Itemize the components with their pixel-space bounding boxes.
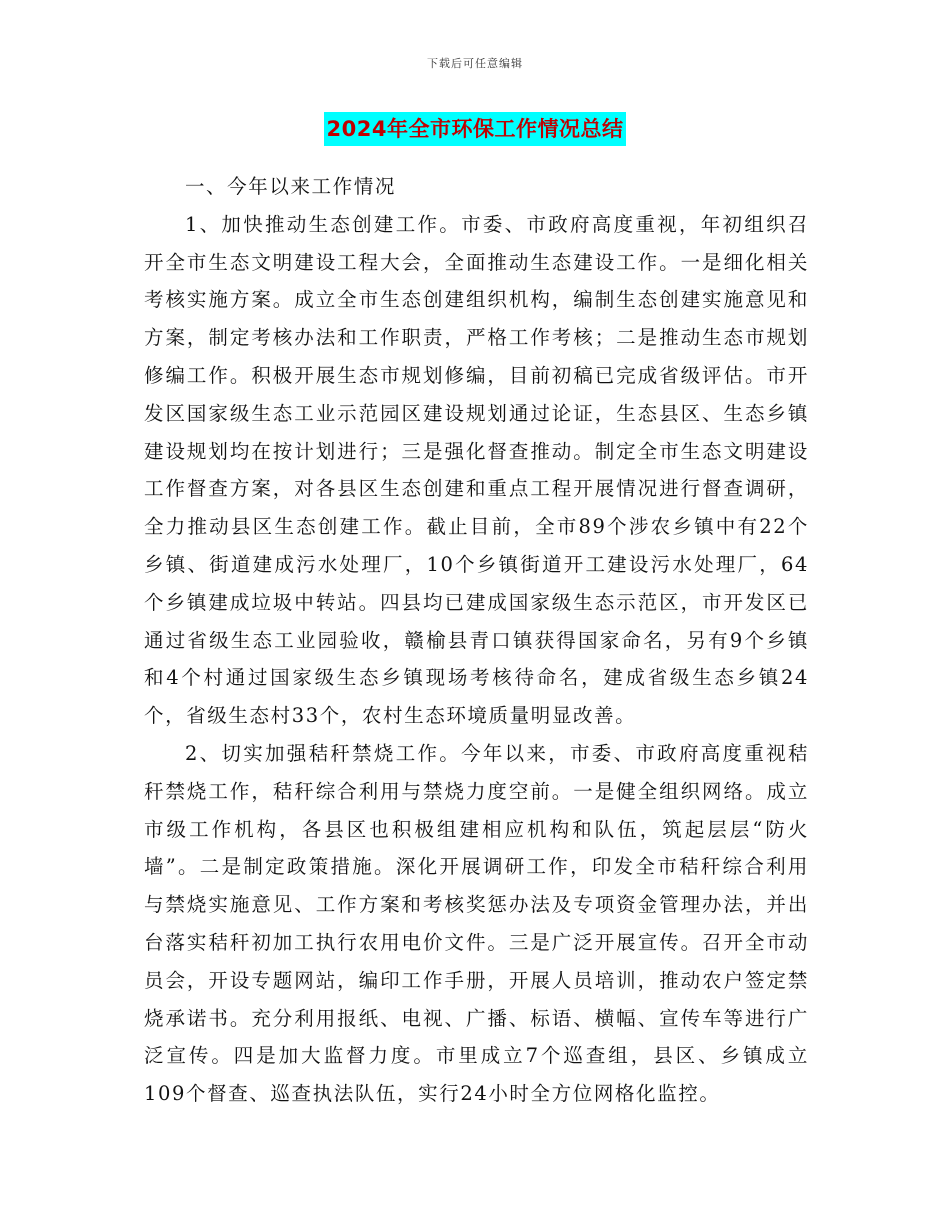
paragraph-ecology: 1、加快推动生态创建工作。市委、市政府高度重视，年初组织召开全市生态文明建设工程大会，全面推动生态建设工作。一是细化相关考核实施方案。成立全市生态创建组织机构，编制生态创建实施意见和方案，制定考核办法和工作职责，严格工作考核；二是推动生态市规划修编工作。积极开展生态市规划修编，目前初稿已完成省级评估。市开发区国家级生态工业示范园区建设规划通过论证，生态县区、生态乡镇建设规划均在按计划进行；三是强化督查推动。制定全市生态文明建设工作督查方案，对各县区生态创建和重点工程开展情况进行督查调研，全力推动县区生态创建工作。截止目前，全市89个涉农乡镇中有22个乡镇、街道建成污水处理厂，10个乡镇街道开工建设污水处理厂，64个乡镇建成垃圾中转站。四县均已建成国家级生态示范区，市开发区已通过省级生态工业园验收，赣榆县青口镇获得国家命名，另有9个乡镇和4个村通过国家级生态乡镇现场考核待命名，建成省级生态乡镇24个，省级生态村33个，农村生态环境质量明显改善。: [144, 212, 809, 728]
document-title: 2024年全市环保工作情况总结: [324, 112, 627, 146]
header-note: 下载后可任意编辑: [427, 57, 523, 70]
paragraph-straw-burning: 2、切实加强秸秆禁烧工作。今年以来，市委、市政府高度重视秸秆禁烧工作，秸秆综合利用与禁烧力度空前。一是健全组织网络。成立市级工作机构，各县区也积极组建相应机构和队伍，筑起层层“防火墙”。二是制定政策措施。深化开展调研工作，印发全市秸秆综合利用与禁烧实施意见、工作方案和考核奖惩办法及专项资金管理办法，并出台落实秸秆初加工执行农用电价文件。三是广泛开展宣传。召开全市动员会，开设专题网站，编印工作手册，开展人员培训，推动农户签定禁烧承诺书。充分利用报纸、电视、广播、标语、横幅、宣传车等进行广泛宣传。四是加大监督力度。市里成立7个巡查组，县区、乡镇成立109个督查、巡查执法队伍，实行24小时全方位网格化监控。: [144, 741, 809, 1106]
title-container: [0, 112, 950, 146]
document-body: [144, 168, 809, 1113]
section-heading: 一、今年以来工作情况: [184, 175, 396, 198]
